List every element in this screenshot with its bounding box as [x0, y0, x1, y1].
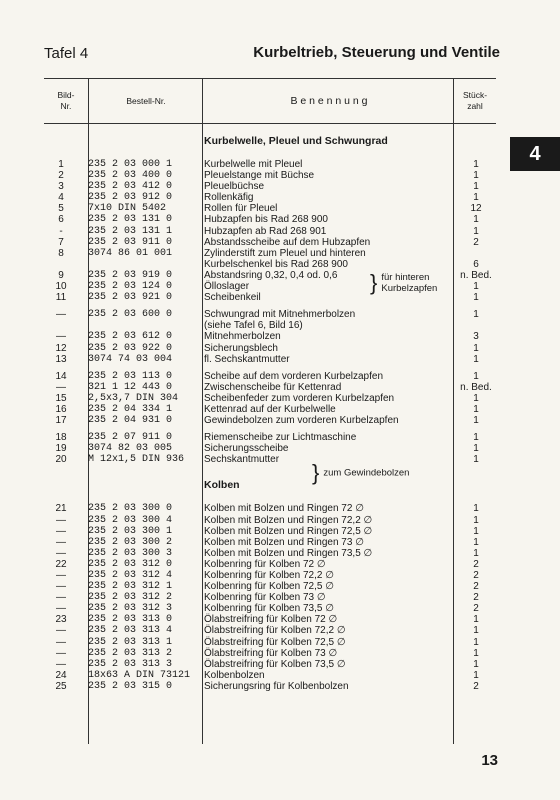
cell-bild-nr: 9 [58, 269, 64, 281]
cell-bestell-nr: 235 2 03 312 4 [88, 570, 173, 581]
cell-stueckzahl: n. Bed. [460, 269, 492, 281]
cell-stueckzahl: 1 [473, 614, 479, 626]
cell-bild-nr: 21 [55, 503, 67, 515]
cell-bestell-nr: 235 2 03 313 4 [88, 625, 173, 637]
table-row [44, 159, 496, 170]
cell-benennung: Kolben mit Bolzen und Ringen 73 ∅ [204, 536, 364, 548]
table-row [44, 343, 496, 354]
cell-stueckzahl: 1 [473, 342, 479, 354]
table-row [44, 371, 496, 382]
cell-stueckzahl: 1 [473, 503, 479, 515]
section-title: Kurbelwelle, Pleuel und Schwungrad [204, 135, 388, 147]
cell-bild-nr: 6 [58, 214, 64, 226]
cell-bestell-nr: 235 2 04 334 1 [88, 403, 173, 415]
cell-bild-nr: 16 [55, 403, 67, 415]
cell-bestell-nr: 235 2 03 313 3 [88, 658, 173, 670]
cell-bild-nr: — [56, 547, 66, 559]
cell-bestell-nr: M 12x1,5 DIN 936 [88, 454, 185, 466]
col-stueck-label: Stück- zahl [462, 90, 488, 111]
cell-stueckzahl: 2 [473, 592, 479, 604]
cell-stueckzahl: 2 [473, 603, 479, 615]
cell-benennung: Scheibe auf dem vorderen Kurbelzapfen [204, 370, 384, 382]
cell-benennung: Sicherungsblech [204, 342, 278, 354]
cell-bestell-nr: 2,5x3,7 DIN 304 [88, 392, 179, 404]
cell-benennung: Kolben mit Bolzen und Ringen 72,2 ∅ [204, 514, 373, 526]
cell-bild-nr: — [56, 625, 66, 637]
parts-list [44, 131, 496, 692]
table-row [44, 331, 496, 342]
cell-bestell-nr: 235 2 03 919 0 [88, 269, 173, 281]
cell-bild-nr: — [56, 603, 66, 615]
cell-bild-nr: — [56, 525, 66, 537]
cell-benennung: Kolbenring für Kolben 72,2 ∅ [204, 570, 334, 581]
cell-benennung: Abstandsring 0,32, 0,4 od. 0,6 [204, 269, 338, 281]
cell-bild-nr: — [56, 331, 66, 343]
cell-stueckzahl: 3 [473, 331, 479, 343]
cell-stueckzahl: 1 [473, 170, 479, 182]
cell-benennung: Ölloslager [204, 281, 250, 293]
cell-benennung: fl. Sechskantmutter [204, 353, 290, 365]
cell-bild-nr: 8 [58, 247, 64, 259]
cell-bild-nr: — [56, 658, 66, 670]
cell-benennung: Hubzapfen ab Rad 268 901 [204, 225, 327, 237]
cell-bild-nr: 13 [55, 353, 67, 365]
cell-stueckzahl: 12 [470, 203, 482, 215]
cell-stueckzahl: 1 [473, 625, 479, 637]
cell-bild-nr: 20 [55, 454, 67, 466]
cell-bild-nr: 11 [55, 292, 67, 304]
table-row [44, 454, 496, 465]
table-row [44, 248, 496, 259]
cell-stueckzahl: 2 [473, 570, 479, 581]
cell-benennung: Mitnehmerbolzen [204, 331, 281, 343]
cell-bestell-nr: 235 2 03 912 0 [88, 192, 173, 204]
table-row [44, 432, 496, 443]
cell-stueckzahl: 2 [473, 581, 479, 593]
cell-benennung: Ölabstreifring für Kolben 72,5 ∅ [204, 636, 346, 648]
cell-benennung: Gewindebolzen zum vorderen Kurbelzapfen [204, 415, 399, 427]
cell-benennung: Kolben mit Bolzen und Ringen 72,5 ∅ [204, 525, 373, 537]
cell-bestell-nr: 235 2 03 612 0 [88, 331, 173, 343]
cell-stueckzahl: 1 [473, 443, 479, 455]
cell-bild-nr: 15 [55, 392, 67, 404]
table-row [44, 170, 496, 181]
cell-stueckzahl: 2 [473, 236, 479, 248]
cell-bild-nr: — [56, 570, 66, 581]
table-row [44, 537, 496, 548]
cell-bestell-nr: 235 2 03 300 3 [88, 547, 173, 559]
cell-stueckzahl: 1 [473, 214, 479, 226]
table-row [44, 237, 496, 248]
table-row [44, 192, 496, 203]
cell-stueckzahl: 1 [473, 514, 479, 526]
cell-stueckzahl: 1 [473, 353, 479, 365]
table-row [44, 559, 496, 570]
cell-stueckzahl: 1 [473, 225, 479, 237]
col-bild-label: Bild- Nr. [57, 90, 75, 111]
cell-bild-nr: — [56, 514, 66, 526]
cell-bild-nr: 22 [55, 558, 67, 570]
table-row [44, 393, 496, 404]
brace-icon: } [370, 270, 378, 295]
cell-bild-nr: — [56, 636, 66, 648]
cell-bestell-nr: 7x10 DIN 5402 [88, 203, 167, 215]
section-heading [44, 131, 496, 151]
cell-bestell-nr: 235 2 03 131 1 [88, 225, 173, 237]
cell-bild-nr: 4 [58, 192, 64, 204]
table-row [44, 637, 496, 648]
cell-bild-nr: — [56, 592, 66, 604]
cell-bestell-nr: 235 2 03 300 4 [88, 514, 173, 526]
cell-bestell-nr: 235 2 03 400 0 [88, 170, 173, 182]
cell-benennung: Abstandsscheibe auf dem Hubzapfen [204, 236, 371, 248]
cell-stueckzahl: 1 [473, 647, 479, 659]
cell-benennung: Kolbenring für Kolben 73,5 ∅ [204, 603, 334, 615]
cell-bild-nr: 10 [55, 281, 67, 293]
cell-benennung: Scheibenkeil [204, 292, 261, 304]
cell-stueckzahl: 1 [473, 669, 479, 681]
cell-benennung: Schwungrad mit Mitnehmerbolzen [204, 309, 356, 321]
cell-benennung: Zylinderstift zum Pleuel und hinteren [204, 247, 366, 259]
cell-stueckzahl: 2 [473, 558, 479, 570]
cell-stueckzahl: 1 [473, 309, 479, 321]
cell-bild-nr: 18 [55, 432, 67, 444]
cell-stueckzahl: 1 [473, 454, 479, 466]
cell-stueckzahl: 1 [473, 192, 479, 204]
column-header [44, 78, 496, 124]
cell-benennung: Pleuelstange mit Büchse [204, 170, 315, 182]
cell-bild-nr: — [56, 647, 66, 659]
cell-benennung: Rollenkäfig [204, 192, 254, 204]
cell-bestell-nr: 235 2 03 313 0 [88, 614, 173, 626]
table-row [44, 415, 496, 426]
cell-bild-nr: 14 [55, 370, 67, 382]
cell-stueckzahl: 1 [473, 525, 479, 537]
table-row [44, 354, 496, 365]
table-row [44, 670, 496, 681]
cell-benennung: Zwischenscheibe für Kettenrad [204, 381, 342, 393]
page-number: 13 [481, 752, 498, 769]
cell-bild-nr: — [56, 381, 66, 393]
cell-bild-nr: — [56, 309, 66, 321]
table-row [44, 320, 496, 331]
cell-benennung: Kolbenbolzen [204, 669, 265, 681]
cell-bild-nr: 24 [55, 669, 67, 681]
cell-benennung: Kolben mit Bolzen und Ringen 72 ∅ [204, 503, 364, 515]
section-title: Kolben [204, 479, 240, 492]
cell-bild-nr: 2 [58, 170, 64, 182]
cell-stueckzahl: n. Bed. [460, 381, 492, 393]
cell-benennung: Hubzapfen bis Rad 268 900 [204, 214, 328, 226]
cell-bestell-nr: 3074 82 03 005 [88, 443, 173, 455]
cell-bestell-nr: 235 2 03 922 0 [88, 342, 173, 354]
table-row [44, 515, 496, 526]
cell-bild-nr: 25 [55, 680, 67, 692]
table-row [44, 625, 496, 636]
table-row [44, 181, 496, 192]
cell-benennung: Riemenscheibe zur Lichtmaschine [204, 432, 357, 444]
col-bestell-label: Bestell-Nr. [126, 95, 166, 106]
cell-stueckzahl: 1 [473, 181, 479, 193]
cell-stueckzahl: 1 [473, 281, 479, 293]
table-row [44, 548, 496, 559]
brace-note-bearing [370, 272, 437, 294]
cell-bild-nr: 23 [55, 614, 67, 626]
cell-bestell-nr: 235 2 03 313 1 [88, 636, 173, 648]
table-row [44, 203, 496, 214]
cell-bestell-nr: 235 2 03 600 0 [88, 309, 173, 321]
cell-bestell-nr: 235 2 03 412 0 [88, 181, 173, 193]
cell-bestell-nr: 235 2 03 313 2 [88, 647, 173, 659]
cell-stueckzahl: 1 [473, 292, 479, 304]
table-row [44, 309, 496, 320]
table-row [44, 681, 496, 692]
page-heading: Kurbeltrieb, Steuerung und Ventile [253, 44, 500, 61]
cell-bild-nr: 3 [58, 181, 64, 193]
cell-bestell-nr: 235 2 03 312 0 [88, 558, 173, 570]
table-row [44, 581, 496, 592]
cell-bestell-nr: 3074 74 03 004 [88, 353, 173, 365]
cell-benennung: Scheibenfeder zum vorderen Kurbelzapfen [204, 392, 395, 404]
cell-bestell-nr: 235 2 03 312 2 [88, 592, 173, 604]
cell-bestell-nr: 235 2 03 911 0 [88, 236, 173, 248]
cell-bestell-nr: 18x63 A DIN 73121 [88, 669, 191, 681]
cell-stueckzahl: 1 [473, 536, 479, 548]
cell-bestell-nr: 235 2 04 931 0 [88, 415, 173, 427]
cell-benennung: (siehe Tafel 6, Bild 16) [204, 320, 303, 332]
table-row [44, 526, 496, 537]
cell-benennung: Kolben mit Bolzen und Ringen 73,5 ∅ [204, 547, 373, 559]
table-row [44, 659, 496, 670]
cell-benennung: Sicherungsring für Kolbenbolzen [204, 680, 349, 692]
cell-bild-nr: 17 [55, 415, 67, 427]
cell-benennung: Ölabstreifring für Kolben 72,2 ∅ [204, 625, 346, 637]
table-row [44, 259, 496, 270]
cell-bestell-nr: 235 2 03 300 1 [88, 525, 173, 537]
col-bild [44, 79, 88, 123]
cell-bestell-nr: 235 2 03 300 2 [88, 536, 173, 548]
cell-bild-nr: 12 [55, 342, 67, 354]
cell-stueckzahl: 1 [473, 415, 479, 427]
cell-benennung: Kolbenring für Kolben 72,5 ∅ [204, 581, 334, 593]
cell-bestell-nr: 235 2 03 113 0 [88, 370, 173, 382]
cell-stueckzahl: 6 [473, 258, 479, 270]
section-heading [44, 475, 496, 495]
cell-benennung: Kurbelwelle mit Pleuel [204, 159, 303, 170]
cell-bild-nr: 7 [58, 236, 64, 248]
cell-bestell-nr: 3074 86 01 001 [88, 247, 173, 259]
cell-bild-nr: - [59, 225, 63, 237]
cell-stueckzahl: 1 [473, 403, 479, 415]
table-row [44, 404, 496, 415]
cell-bestell-nr: 321 1 12 443 0 [88, 381, 173, 393]
cell-bestell-nr: 235 2 03 312 1 [88, 581, 173, 593]
table-row [44, 443, 496, 454]
cell-bestell-nr: 235 2 03 131 0 [88, 214, 173, 226]
col-bestell [88, 79, 204, 123]
col-benennung-label: B e n e n n u n g [290, 94, 368, 107]
cell-bestell-nr: 235 2 07 911 0 [88, 432, 173, 444]
brace-note-bearing-text: für hinteren Kurbelzapfen [381, 272, 438, 294]
cell-stueckzahl: 1 [473, 658, 479, 670]
cell-stueckzahl: 1 [473, 636, 479, 648]
cell-benennung: Kolbenring für Kolben 72 ∅ [204, 558, 326, 570]
brace-note-bolt-text: zum Gewindebolzen [323, 467, 410, 479]
table-row [44, 226, 496, 237]
cell-bild-nr: 1 [58, 159, 64, 170]
col-stueck [454, 79, 496, 123]
cell-bestell-nr: 235 2 03 000 1 [88, 159, 173, 170]
cell-bild-nr: 19 [55, 443, 67, 455]
cell-stueckzahl: 1 [473, 432, 479, 444]
cell-benennung: Ölabstreifring für Kolben 72 ∅ [204, 614, 338, 626]
col-benennung [204, 79, 454, 123]
cell-benennung: Kurbelschenkel bis Rad 268 900 [204, 258, 348, 270]
cell-benennung: Rollen für Pleuel [204, 203, 278, 215]
cell-benennung: Sechskantmutter [204, 454, 280, 466]
table-row [44, 570, 496, 581]
table-row [44, 603, 496, 614]
table-row [44, 382, 496, 393]
table-row [44, 614, 496, 625]
cell-bestell-nr: 235 2 03 124 0 [88, 281, 173, 293]
plate-label: Tafel 4 [44, 45, 89, 62]
cell-bestell-nr: 235 2 03 315 0 [88, 680, 173, 692]
cell-stueckzahl: 1 [473, 159, 479, 170]
cell-bild-nr: — [56, 536, 66, 548]
cell-bestell-nr: 235 2 03 921 0 [88, 292, 173, 304]
cell-benennung: Pleuelbüchse [204, 181, 265, 193]
brace-note-bolt [312, 462, 409, 484]
cell-benennung: Sicherungsscheibe [204, 443, 289, 455]
cell-bild-nr: — [56, 581, 66, 593]
cell-benennung: Ölabstreifring für Kolben 73 ∅ [204, 647, 338, 659]
cell-stueckzahl: 2 [473, 680, 479, 692]
table-row [44, 214, 496, 225]
cell-stueckzahl: 1 [473, 370, 479, 382]
cell-stueckzahl: 1 [473, 392, 479, 404]
brace-icon: } [312, 460, 320, 485]
cell-benennung: Ölabstreifring für Kolben 73,5 ∅ [204, 658, 346, 670]
table-row [44, 648, 496, 659]
cell-stueckzahl: 1 [473, 547, 479, 559]
cell-benennung: Kolbenring für Kolben 73 ∅ [204, 592, 326, 604]
cell-bild-nr: 5 [58, 203, 64, 215]
cell-bestell-nr: 235 2 03 300 0 [88, 503, 173, 515]
cell-bestell-nr: 235 2 03 312 3 [88, 603, 173, 615]
section-tab: 4 [510, 137, 560, 171]
cell-benennung: Kettenrad auf der Kurbelwelle [204, 403, 336, 415]
table-row [44, 503, 496, 514]
table-row [44, 592, 496, 603]
